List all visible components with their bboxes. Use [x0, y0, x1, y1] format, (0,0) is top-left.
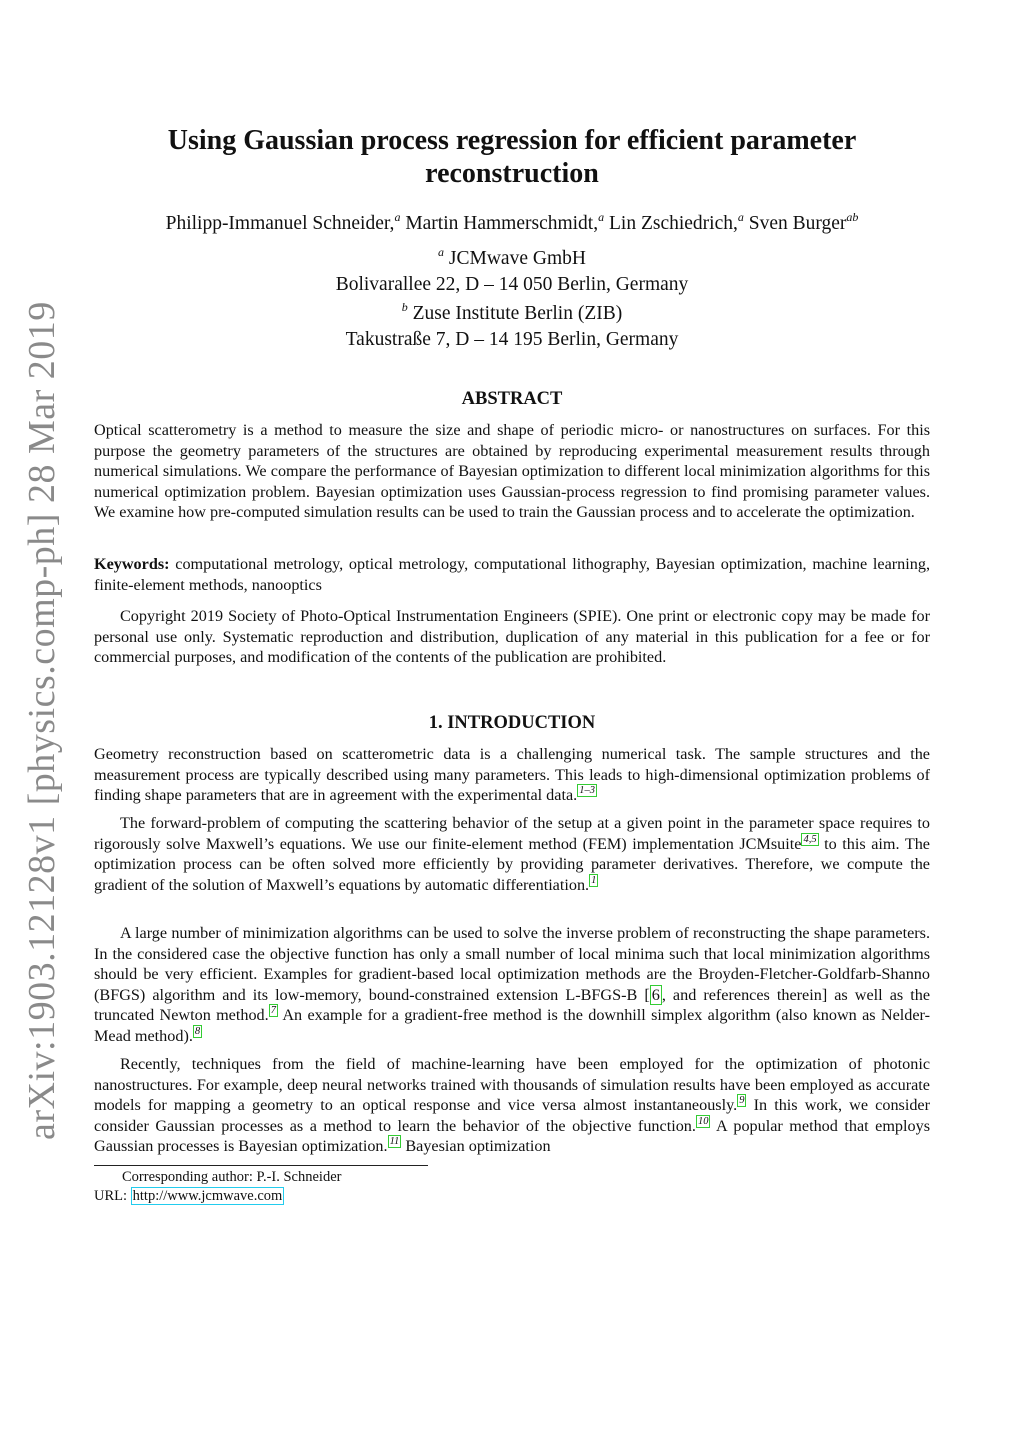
author: Lin Zschiedrich,	[608, 213, 738, 234]
paragraph-text: Geometry reconstruction based on scatterometric data is a challenging numerical task. The sample structures and the measurement process are typically described using many parameters. This leads to high-dimensional optimization problems of finding shape parameters that are in agreement with the experimental data.	[94, 745, 930, 804]
author: Sven Burger	[748, 213, 847, 234]
author: Martin Hammerschmidt,	[405, 213, 599, 234]
intro-paragraph-4	[94, 1054, 930, 1157]
author: Philipp-Immanuel Schneider,	[165, 213, 395, 234]
paragraph-text: In this work, we consider consider Gaussian processes as a method to learn the behavior of the objective function.	[94, 1096, 931, 1135]
citation-link[interactable]: 11	[389, 1136, 400, 1147]
arxiv-stamp: arXiv:1903.12128v1 [physics.comp-ph] 28 Mar 2019	[21, 301, 63, 1140]
affiliation-mark: a	[438, 245, 445, 259]
paragraph-text: The forward-problem of computing the scattering behavior of the setup at a given point in the parameter space requires to rigorously solve Maxwell’s equations. We use our finite-element method (FEM) implementation JCMsuite	[94, 814, 930, 853]
url-label: URL:	[94, 1188, 131, 1204]
author-affiliation-mark: ab	[846, 210, 859, 224]
citation-link[interactable]: 9	[739, 1095, 745, 1106]
citation-link[interactable]: 1	[591, 874, 597, 886]
affiliations	[94, 246, 930, 353]
paragraph-text: A popular method that employs Gaussian processes is Bayesian optimization.	[94, 1116, 930, 1155]
citation-link[interactable]: 4,5	[803, 833, 817, 845]
intro-paragraph-3	[94, 923, 930, 1046]
paper-title	[94, 124, 930, 190]
intro-paragraph-2	[94, 813, 930, 895]
title-line-2: reconstruction	[425, 158, 599, 189]
citation-link[interactable]: 8	[194, 1025, 201, 1037]
reference-link[interactable]: 6	[651, 985, 660, 1004]
copyright-notice: Copyright 2019 Society of Photo-Optical Instrumentation Engineers (SPIE). One print or electronic copy may be made for personal use only. Systematic reproduction and distribution, duplication of any material in this publication for a fee or for commercial purposes, and modification of the contents of the publication are prohibited.	[94, 607, 930, 666]
affiliation-address: Bolivarallee 22, D – 14 050 Berlin, Germany	[335, 274, 689, 295]
keywords	[94, 554, 930, 595]
affiliation-name: Zuse Institute Berlin (ZIB)	[412, 303, 623, 324]
paragraph-text: A large number of minimization algorithms can be used to solve the inverse problem of reconstructing the shape parameters. In the considered case the objective function has only a small number of local minima such that local minimization algorithms should be very efficient. Examples for gradient-based local optimization methods are the Broyden-Fletcher-Goldfarb-Shanno (BFGS) algorithm and its low-memory, bound-constrained extension L-BFGS-B [	[94, 924, 930, 1004]
footnote-author: Corresponding author: P.-I. Schneider	[122, 1169, 342, 1185]
footnote-divider	[94, 1165, 428, 1166]
author-affiliation-mark: a	[737, 210, 744, 224]
title-line-1: Using Gaussian process regression for efficient parameter	[167, 125, 857, 156]
intro-paragraph-1	[94, 744, 930, 806]
affiliation-address: Takustraße 7, D – 14 195 Berlin, Germany	[345, 329, 679, 350]
paragraph-text: to this aim. The optimization process can be often solved more efficiently by providing parameter derivatives. Therefore, we compute the gradient of the solution of Maxwell’s equations by automatic differentiation.	[94, 834, 930, 894]
author-affiliation-mark: a	[598, 210, 605, 224]
intro-heading: 1. INTRODUCTION	[428, 713, 596, 733]
paragraph-text: An example for a gradient-free method is the downhill simplex algorithm (also known as Nelder-Mead method).	[94, 1006, 930, 1045]
paragraph-text: Recently, techniques from the field of machine-learning have been employed for the optimization of photonic nanostructures. For example, deep neural networks trained with thousands of simulation results have been employed as accurate models for mapping a geometry to an optical response and vice versa almost instantaneously.	[94, 1055, 930, 1114]
footnote	[94, 1168, 930, 1206]
author-list	[94, 211, 930, 237]
keywords-text: computational metrology, optical metrology, computational lithography, Bayesian optimization, machine learning, finite-element methods, nanooptics	[94, 555, 930, 594]
keywords-label: Keywords:	[94, 555, 170, 573]
citation-link[interactable]: 1–3	[579, 785, 595, 796]
affiliation-mark: b	[401, 300, 408, 314]
abstract-text: Optical scatterometry is a method to measure the size and shape of periodic micro- or nanostructures on surfaces. For this purpose the geometry parameters of the structures are obtained by reproducing experimental measurement results through numerical simulations. We compare the performance of Bayesian optimization to different local minimization algorithms for this numerical optimization problem. Bayesian optimization uses Gaussian-process regression to find promising parameter values. We examine how pre-computed simulation results can be used to train the Gaussian process and to accelerate the optimization.	[94, 421, 930, 521]
url-link[interactable]: http://www.jcmwave.com	[132, 1188, 283, 1204]
paragraph-text: , and references therein] as well as the truncated Newton method.	[94, 985, 931, 1024]
affiliation-name: JCMwave GmbH	[448, 248, 586, 269]
citation-link[interactable]: 10	[697, 1115, 709, 1127]
footnote-url-line	[94, 1187, 930, 1206]
paragraph-text: Bayesian optimization	[401, 1137, 551, 1155]
author-affiliation-mark: a	[394, 210, 401, 224]
citation-link[interactable]: 7	[270, 1005, 276, 1016]
abstract-heading: ABSTRACT	[461, 389, 563, 409]
